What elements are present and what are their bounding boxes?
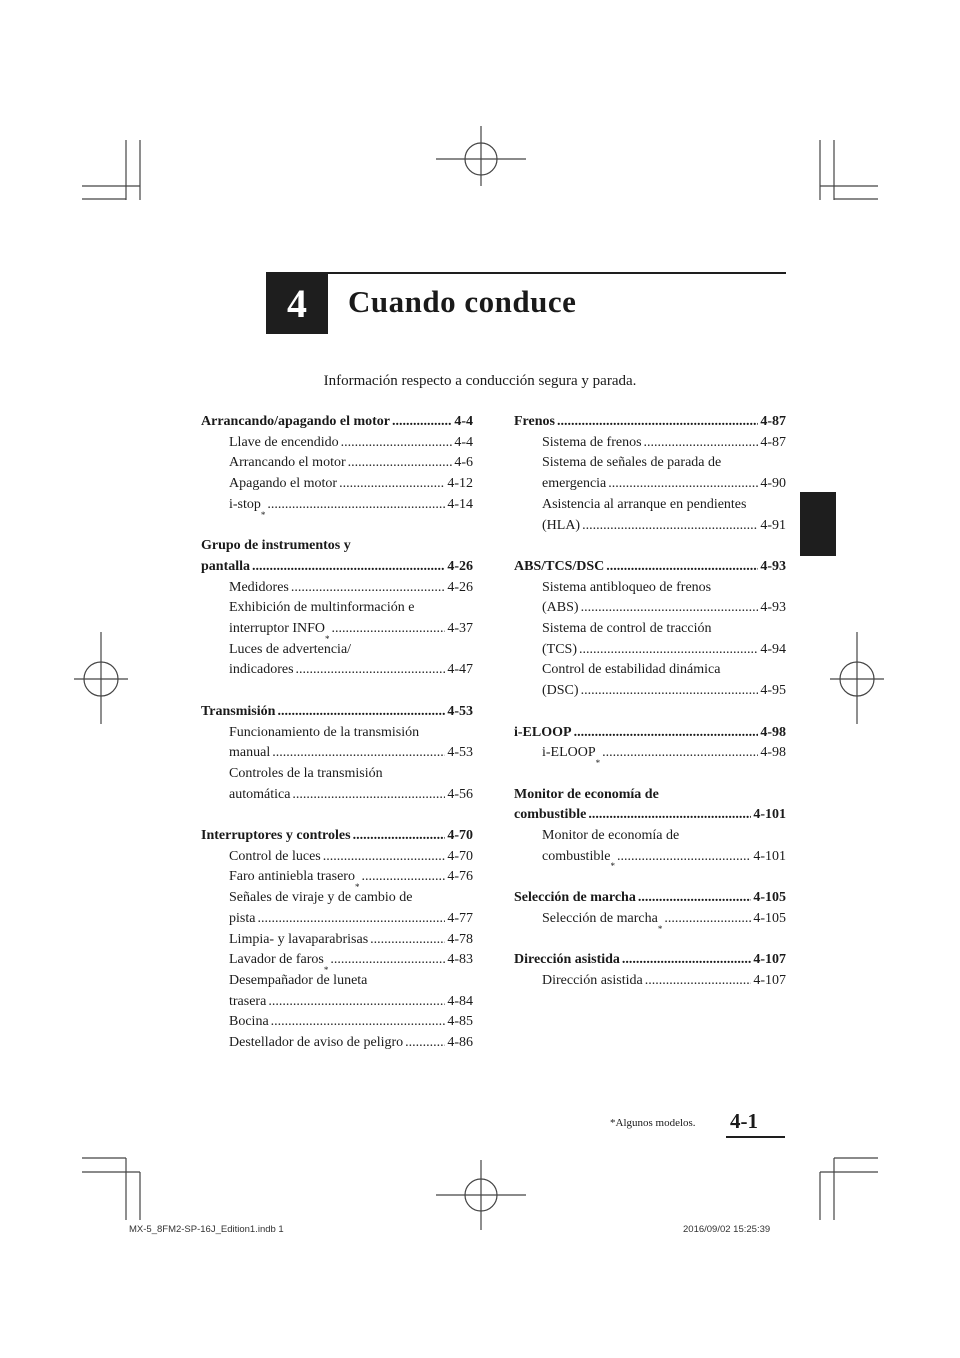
toc-heading-page: 4-53: [447, 703, 473, 719]
dot-leader: [557, 412, 758, 433]
toc-entry: [514, 598, 786, 619]
chapter-thumb-tab: [800, 492, 836, 556]
toc-entry-text: i-ELOOP: [542, 745, 596, 761]
dot-leader: [323, 847, 446, 868]
toc-entry-page: 4-12: [447, 476, 473, 492]
dot-leader: [272, 743, 445, 764]
dot-leader: [588, 805, 751, 826]
toc-heading-page: 4-87: [760, 414, 786, 429]
toc-entry-text: emergencia: [542, 476, 607, 492]
toc-entry-page: 4-105: [753, 910, 786, 926]
toc-heading-text: ABS/TCS/DSC: [514, 558, 605, 574]
dot-leader: [664, 909, 751, 930]
toc-heading-page: 4-98: [760, 724, 786, 740]
toc-entry-text: trasera: [229, 993, 267, 1009]
toc-entry-page: 4-76: [447, 869, 473, 885]
toc-entry-line: Asistencia al arranque en pendientes: [542, 496, 747, 512]
toc-entry-page: 4-87: [760, 434, 786, 450]
dot-leader: [644, 433, 759, 454]
toc-heading: [201, 412, 473, 433]
dot-leader: [296, 660, 446, 681]
toc-entry-page: 4-85: [447, 1014, 473, 1030]
toc-entry-text: (TCS): [542, 641, 577, 657]
toc-entry: Faro antiniebla trasero * ..... 4-76: [201, 867, 473, 888]
toc-heading-page: 4-107: [753, 952, 786, 968]
toc-entry-page: 4-78: [447, 931, 473, 947]
toc-entry: combustible * ..... 4-101: [514, 847, 786, 868]
toc-heading-text: Frenos: [514, 414, 555, 429]
toc-heading-text: Arrancando/apagando el motor: [201, 414, 390, 429]
toc-entry-page: 4-101: [753, 848, 786, 864]
toc-entry-text: Faro antiniebla trasero: [229, 869, 355, 885]
dot-leader: [638, 888, 751, 909]
toc-entry: [201, 785, 473, 806]
toc-heading-line: Grupo de instrumentos y: [201, 538, 351, 554]
toc-heading-page: 4-26: [447, 558, 473, 574]
toc-entry-page: 4-14: [447, 496, 473, 512]
toc-entry-line: Funcionamiento de la transmisión: [229, 724, 420, 740]
toc-entry-text: combustible: [542, 848, 611, 864]
toc-section: [514, 557, 786, 702]
toc-entry-text: Dirección asistida: [542, 972, 643, 988]
toc-entry-page: 4-84: [447, 993, 473, 1009]
toc-entry-page: 4-90: [760, 476, 786, 492]
toc-entry-line: Controles de la transmisión: [229, 765, 383, 781]
dot-leader: [292, 785, 445, 806]
toc-entry-page: 4-91: [760, 517, 786, 533]
toc-section: [201, 412, 473, 520]
dot-leader: [361, 867, 445, 888]
toc-entry-page: 4-53: [447, 745, 473, 761]
imprint-file-name: MX-5_8FM2-SP-16J_Edition1.indb 1: [129, 1224, 284, 1235]
toc-heading: [514, 805, 786, 826]
toc-entry: [201, 909, 473, 930]
toc-entry: [201, 743, 473, 764]
toc-heading-text: Interruptores y controles: [201, 828, 351, 844]
toc-heading-text: Selección de marcha: [514, 890, 636, 906]
dot-leader: [581, 681, 759, 702]
imprint-timestamp: 2016/09/02 15:25:39: [683, 1224, 771, 1235]
toc-entry-page: 4-26: [447, 579, 473, 595]
dot-leader: [579, 640, 758, 661]
toc-entry-text: Medidores: [229, 579, 289, 595]
dot-leader: [645, 971, 752, 992]
toc-heading-page: 4-93: [760, 558, 786, 574]
toc-entry-page: 4-107: [753, 972, 786, 988]
dot-leader: [341, 433, 453, 454]
toc-entry-page: 4-83: [447, 952, 473, 968]
dot-leader: [370, 930, 445, 951]
dot-leader: [257, 909, 445, 930]
toc-entry-line: Sistema de señales de parada de: [542, 455, 722, 471]
toc-entry-text: interruptor INFO: [229, 621, 326, 637]
chapter-number: 4: [266, 272, 328, 334]
toc-entry-page: 4-95: [760, 683, 786, 699]
toc-heading-line: Monitor de economía de: [514, 786, 659, 802]
toc-entry-line: Sistema de control de tracción: [542, 621, 712, 637]
toc-entry-line: Desempañador de luneta: [229, 972, 368, 988]
toc-entry-line: Control de estabilidad dinámica: [542, 662, 721, 678]
dot-leader: [339, 474, 445, 495]
chapter-subtitle: Información respecto a conducción segura y parada.: [323, 373, 637, 389]
toc-entry: [514, 971, 786, 992]
dot-leader: [617, 847, 751, 868]
toc-entry: interruptor INFO * ..... 4-37: [201, 619, 473, 640]
dot-leader: [353, 826, 446, 847]
toc-entry: [201, 474, 473, 495]
toc-entry-page: 4-47: [447, 662, 473, 678]
toc-entry: [201, 1033, 473, 1054]
toc-heading: [514, 950, 786, 971]
toc-entry-page: 4-86: [447, 1035, 473, 1051]
dot-leader: [268, 992, 445, 1013]
toc-entry: [514, 474, 786, 495]
dot-leader: [348, 453, 453, 474]
toc-entry: [201, 1012, 473, 1033]
toc-entry-page: 4-6: [454, 455, 473, 471]
dot-leader: [330, 950, 445, 971]
toc-heading-page: 4-70: [447, 828, 473, 844]
dot-leader: [622, 950, 751, 971]
toc-section: [514, 888, 786, 934]
toc-entry-text: Bocina: [229, 1014, 269, 1030]
dot-leader: [271, 1012, 446, 1033]
dot-leader: [606, 557, 758, 578]
toc-entry-page: 4-4: [454, 434, 473, 450]
toc-entry-text: Arrancando el motor: [229, 455, 346, 471]
toc-heading: [514, 888, 786, 909]
toc-heading-text: i-ELOOP: [514, 724, 572, 740]
toc-entry-text: Control de luces: [229, 848, 321, 864]
toc-section: [514, 950, 786, 991]
toc-heading-page: 4-105: [753, 890, 786, 906]
toc-entry-line: Luces de advertencia/: [229, 641, 352, 657]
toc-section: [514, 723, 786, 768]
toc-entry: Lavador de faros * ..... 4-83: [201, 950, 473, 971]
toc-entry: [201, 660, 473, 681]
chapter-title: Cuando conduce: [348, 284, 577, 319]
toc-heading-page: 4-4: [454, 414, 473, 429]
toc-right-column: [514, 412, 786, 1012]
dot-leader: [602, 743, 758, 764]
toc-entry-text: Destellador de aviso de peligro: [229, 1035, 404, 1051]
toc-entry-text: pista: [229, 910, 256, 926]
toc-heading-page: 4-101: [753, 807, 786, 823]
toc-section: [514, 412, 786, 536]
toc-entry: i-ELOOP * ..... 4-98: [514, 743, 786, 764]
toc-entry-text: (HLA): [542, 517, 581, 533]
toc-heading: [201, 826, 473, 847]
toc-section: [201, 702, 473, 806]
dot-leader: [405, 1033, 445, 1054]
toc-entry-page: 4-93: [760, 600, 786, 616]
toc-entry: [201, 433, 473, 454]
toc-entry-text: Apagando el motor: [229, 476, 338, 492]
dot-leader: [582, 516, 758, 537]
dot-leader: [574, 723, 759, 744]
page-number-rule: [726, 1136, 785, 1138]
toc-entry-line: Señales de viraje y de cambio de: [229, 890, 413, 906]
toc-heading-text: pantalla: [201, 558, 251, 574]
toc-entry: [514, 681, 786, 702]
toc-section: [201, 536, 473, 681]
dot-leader: [392, 412, 452, 433]
dot-leader: [581, 598, 759, 619]
toc-entry: [201, 847, 473, 868]
toc-entry-text: Sistema de frenos: [542, 434, 642, 450]
toc-entry-text: (DSC): [542, 683, 579, 699]
toc-entry-text: automática: [229, 786, 291, 802]
toc-entry-page: 4-77: [447, 910, 473, 926]
page-number: 4-1: [730, 1109, 758, 1133]
toc-heading-text: combustible: [514, 807, 587, 823]
chapter-title-rule: [328, 272, 786, 274]
toc-entry: [201, 930, 473, 951]
toc-entry: [201, 992, 473, 1013]
toc-heading: [201, 702, 473, 723]
toc-entry: Selección de marcha * ..... 4-105: [514, 909, 786, 930]
toc-heading: [514, 412, 786, 433]
toc-entry-text: i-stop: [229, 496, 261, 512]
toc-entry-text: indicadores: [229, 662, 294, 678]
footnote: *Algunos modelos.: [610, 1117, 696, 1129]
toc-entry-line: Sistema antibloqueo de frenos: [542, 579, 712, 595]
toc-entry-text: Selección de marcha: [542, 910, 658, 926]
toc-entry-text: manual: [229, 745, 271, 761]
dot-leader: [291, 578, 445, 599]
toc-entry-text: Lavador de faros: [229, 952, 324, 968]
toc-heading: [201, 557, 473, 578]
dot-leader: [267, 495, 445, 516]
dot-leader: [277, 702, 445, 723]
dot-leader: [252, 557, 445, 578]
toc-section: [514, 785, 786, 872]
toc-entry: [201, 453, 473, 474]
toc-heading: [514, 557, 786, 578]
toc-left-column: [201, 412, 473, 1074]
toc-entry-page: 4-37: [447, 621, 473, 637]
toc-heading-text: Transmisión: [201, 703, 276, 719]
toc-section: [201, 826, 473, 1054]
toc-entry-text: (ABS): [542, 600, 579, 616]
toc-entry-page: 4-70: [447, 848, 473, 864]
toc-entry: [514, 516, 786, 537]
dot-leader: [332, 619, 446, 640]
toc-entry: [514, 433, 786, 454]
toc-entry: [201, 578, 473, 599]
dot-leader: [608, 474, 758, 495]
toc-entry-line: Exhibición de multinformación e: [229, 600, 415, 616]
toc-heading-text: Dirección asistida: [514, 952, 620, 968]
toc-entry-text: Limpia- y lavaparabrisas: [229, 931, 369, 947]
toc-entry-page: 4-56: [447, 786, 473, 802]
toc-entry: i-stop * ..... 4-14: [201, 495, 473, 516]
toc-entry-page: 4-94: [760, 641, 786, 657]
toc-entry-page: 4-98: [760, 745, 786, 761]
toc-heading: [514, 723, 786, 744]
toc-entry-line: Monitor de economía de: [542, 828, 680, 844]
toc-entry: [514, 640, 786, 661]
toc-entry-text: Llave de encendido: [229, 434, 339, 450]
